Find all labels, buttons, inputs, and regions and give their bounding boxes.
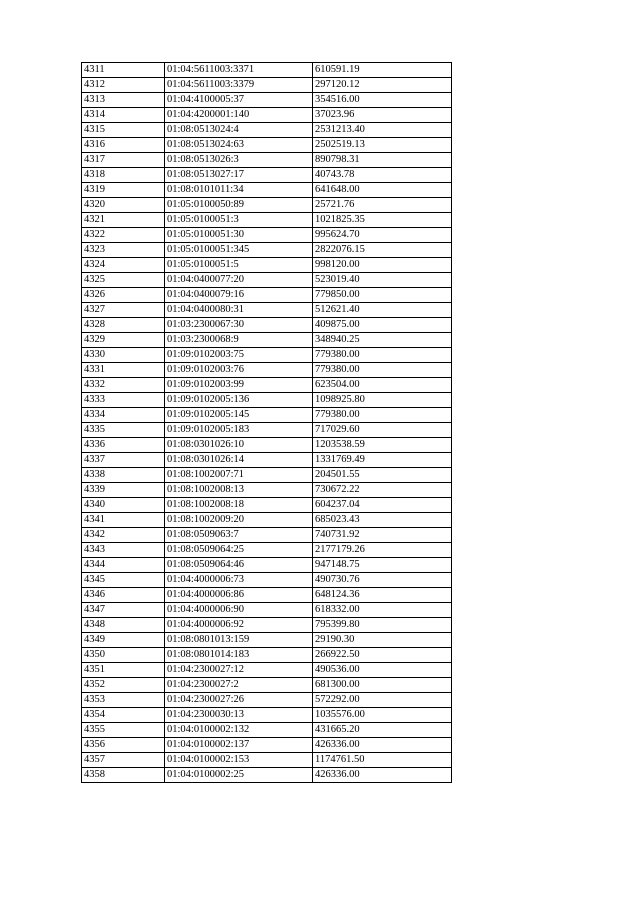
table-row bbox=[82, 588, 452, 603]
cadastral-code-cell: 01:08:0301026:14 bbox=[165, 453, 313, 468]
row-number-cell: 4355 bbox=[82, 723, 165, 738]
cadastral-code-cell: 01:04:4000006:73 bbox=[165, 573, 313, 588]
amount-cell: 204501.55 bbox=[313, 468, 452, 483]
cadastral-code-cell: 01:05:0100051:345 bbox=[165, 243, 313, 258]
table-row bbox=[82, 243, 452, 258]
cadastral-code-cell: 01:08:0301026:10 bbox=[165, 438, 313, 453]
row-number-cell: 4356 bbox=[82, 738, 165, 753]
cadastral-code-cell: 01:04:2300027:2 bbox=[165, 678, 313, 693]
amount-cell: 426336.00 bbox=[313, 738, 452, 753]
row-number-cell: 4332 bbox=[82, 378, 165, 393]
table-row bbox=[82, 528, 452, 543]
row-number-cell: 4341 bbox=[82, 513, 165, 528]
row-number-cell: 4354 bbox=[82, 708, 165, 723]
cadastral-code-cell: 01:05:0100051:5 bbox=[165, 258, 313, 273]
table-row bbox=[82, 453, 452, 468]
table-row bbox=[82, 438, 452, 453]
table-row bbox=[82, 93, 452, 108]
cadastral-code-cell: 01:04:2300027:12 bbox=[165, 663, 313, 678]
table-row bbox=[82, 318, 452, 333]
cadastral-code-cell: 01:09:0102005:183 bbox=[165, 423, 313, 438]
row-number-cell: 4317 bbox=[82, 153, 165, 168]
row-number-cell: 4316 bbox=[82, 138, 165, 153]
cadastral-code-cell: 01:08:1002008:18 bbox=[165, 498, 313, 513]
table-row bbox=[82, 333, 452, 348]
cadastral-code-cell: 01:09:0102005:145 bbox=[165, 408, 313, 423]
cadastral-code-cell: 01:04:0100002:153 bbox=[165, 753, 313, 768]
amount-cell: 354516.00 bbox=[313, 93, 452, 108]
row-number-cell: 4311 bbox=[82, 63, 165, 78]
row-number-cell: 4339 bbox=[82, 483, 165, 498]
amount-cell: 717029.60 bbox=[313, 423, 452, 438]
row-number-cell: 4346 bbox=[82, 588, 165, 603]
table-row bbox=[82, 408, 452, 423]
row-number-cell: 4340 bbox=[82, 498, 165, 513]
amount-cell: 37023.96 bbox=[313, 108, 452, 123]
row-number-cell: 4318 bbox=[82, 168, 165, 183]
cadastral-code-cell: 01:04:2300030:13 bbox=[165, 708, 313, 723]
row-number-cell: 4313 bbox=[82, 93, 165, 108]
row-number-cell: 4351 bbox=[82, 663, 165, 678]
row-number-cell: 4321 bbox=[82, 213, 165, 228]
amount-cell: 431665.20 bbox=[313, 723, 452, 738]
row-number-cell: 4333 bbox=[82, 393, 165, 408]
amount-cell: 890798.31 bbox=[313, 153, 452, 168]
table-row bbox=[82, 213, 452, 228]
amount-cell: 490536.00 bbox=[313, 663, 452, 678]
cadastral-code-cell: 01:08:1002008:13 bbox=[165, 483, 313, 498]
row-number-cell: 4347 bbox=[82, 603, 165, 618]
amount-cell: 795399.80 bbox=[313, 618, 452, 633]
amount-cell: 266922.50 bbox=[313, 648, 452, 663]
table-row bbox=[82, 378, 452, 393]
amount-cell: 297120.12 bbox=[313, 78, 452, 93]
table-row bbox=[82, 108, 452, 123]
cadastral-code-cell: 01:08:0509064:25 bbox=[165, 543, 313, 558]
amount-cell: 40743.78 bbox=[313, 168, 452, 183]
row-number-cell: 4343 bbox=[82, 543, 165, 558]
row-number-cell: 4350 bbox=[82, 648, 165, 663]
table-row bbox=[82, 708, 452, 723]
cadastral-code-cell: 01:05:0100051:3 bbox=[165, 213, 313, 228]
amount-cell: 1035576.00 bbox=[313, 708, 452, 723]
amount-cell: 2822076.15 bbox=[313, 243, 452, 258]
amount-cell: 685023.43 bbox=[313, 513, 452, 528]
cadastral-code-cell: 01:04:4100005:37 bbox=[165, 93, 313, 108]
row-number-cell: 4348 bbox=[82, 618, 165, 633]
cadastral-code-cell: 01:04:4200001:140 bbox=[165, 108, 313, 123]
cadastral-code-cell: 01:09:0102003:76 bbox=[165, 363, 313, 378]
row-number-cell: 4322 bbox=[82, 228, 165, 243]
table-row bbox=[82, 663, 452, 678]
cadastral-code-cell: 01:04:0100002:137 bbox=[165, 738, 313, 753]
amount-cell: 1203538.59 bbox=[313, 438, 452, 453]
cadastral-code-cell: 01:04:4000006:92 bbox=[165, 618, 313, 633]
amount-cell: 1331769.49 bbox=[313, 453, 452, 468]
row-number-cell: 4319 bbox=[82, 183, 165, 198]
cadastral-code-cell: 01:08:0509063:7 bbox=[165, 528, 313, 543]
table-row bbox=[82, 738, 452, 753]
row-number-cell: 4330 bbox=[82, 348, 165, 363]
table-row bbox=[82, 513, 452, 528]
cadastral-code-cell: 01:03:2300067:30 bbox=[165, 318, 313, 333]
amount-cell: 730672.22 bbox=[313, 483, 452, 498]
amount-cell: 623504.00 bbox=[313, 378, 452, 393]
row-number-cell: 4325 bbox=[82, 273, 165, 288]
table-row bbox=[82, 63, 452, 78]
table-row bbox=[82, 123, 452, 138]
table-row bbox=[82, 183, 452, 198]
table-row bbox=[82, 723, 452, 738]
cadastral-code-cell: 01:04:0100002:25 bbox=[165, 768, 313, 783]
cadastral-code-cell: 01:08:1002009:20 bbox=[165, 513, 313, 528]
table-row bbox=[82, 198, 452, 213]
cadastral-code-cell: 01:04:4000006:86 bbox=[165, 588, 313, 603]
table-row bbox=[82, 573, 452, 588]
cadastral-code-cell: 01:05:0100050:89 bbox=[165, 198, 313, 213]
amount-cell: 618332.00 bbox=[313, 603, 452, 618]
row-number-cell: 4327 bbox=[82, 303, 165, 318]
row-number-cell: 4312 bbox=[82, 78, 165, 93]
table-row bbox=[82, 648, 452, 663]
cadastral-code-cell: 01:09:0102003:75 bbox=[165, 348, 313, 363]
table-row bbox=[82, 168, 452, 183]
table-body bbox=[82, 63, 452, 783]
amount-cell: 523019.40 bbox=[313, 273, 452, 288]
amount-cell: 29190.30 bbox=[313, 633, 452, 648]
row-number-cell: 4337 bbox=[82, 453, 165, 468]
table-row bbox=[82, 633, 452, 648]
row-number-cell: 4320 bbox=[82, 198, 165, 213]
row-number-cell: 4344 bbox=[82, 558, 165, 573]
row-number-cell: 4323 bbox=[82, 243, 165, 258]
table-row bbox=[82, 228, 452, 243]
cadastral-code-cell: 01:09:0102003:99 bbox=[165, 378, 313, 393]
cadastral-code-cell: 01:08:0513024:4 bbox=[165, 123, 313, 138]
amount-cell: 681300.00 bbox=[313, 678, 452, 693]
row-number-cell: 4357 bbox=[82, 753, 165, 768]
row-number-cell: 4336 bbox=[82, 438, 165, 453]
amount-cell: 2502519.13 bbox=[313, 138, 452, 153]
cadastral-code-cell: 01:03:2300068:9 bbox=[165, 333, 313, 348]
cadastral-code-cell: 01:04:0400077:20 bbox=[165, 273, 313, 288]
cadastral-code-cell: 01:04:5611003:3371 bbox=[165, 63, 313, 78]
amount-cell: 610591.19 bbox=[313, 63, 452, 78]
table-row bbox=[82, 753, 452, 768]
table-row bbox=[82, 363, 452, 378]
row-number-cell: 4315 bbox=[82, 123, 165, 138]
table-row bbox=[82, 348, 452, 363]
row-number-cell: 4353 bbox=[82, 693, 165, 708]
table-row bbox=[82, 303, 452, 318]
table-row bbox=[82, 543, 452, 558]
table-row bbox=[82, 498, 452, 513]
cadastral-code-cell: 01:08:0101011:34 bbox=[165, 183, 313, 198]
data-table bbox=[81, 62, 452, 783]
amount-cell: 604237.04 bbox=[313, 498, 452, 513]
table-row bbox=[82, 483, 452, 498]
table-row bbox=[82, 273, 452, 288]
row-number-cell: 4334 bbox=[82, 408, 165, 423]
cadastral-code-cell: 01:09:0102005:136 bbox=[165, 393, 313, 408]
row-number-cell: 4342 bbox=[82, 528, 165, 543]
cadastral-code-cell: 01:08:0801013:159 bbox=[165, 633, 313, 648]
row-number-cell: 4314 bbox=[82, 108, 165, 123]
table-row bbox=[82, 603, 452, 618]
table-row bbox=[82, 678, 452, 693]
amount-cell: 779380.00 bbox=[313, 348, 452, 363]
row-number-cell: 4331 bbox=[82, 363, 165, 378]
row-number-cell: 4324 bbox=[82, 258, 165, 273]
cadastral-code-cell: 01:04:0100002:132 bbox=[165, 723, 313, 738]
table-row bbox=[82, 288, 452, 303]
amount-cell: 779380.00 bbox=[313, 363, 452, 378]
table-row bbox=[82, 393, 452, 408]
amount-cell: 1098925.80 bbox=[313, 393, 452, 408]
amount-cell: 779380.00 bbox=[313, 408, 452, 423]
amount-cell: 648124.36 bbox=[313, 588, 452, 603]
amount-cell: 2177179.26 bbox=[313, 543, 452, 558]
amount-cell: 779850.00 bbox=[313, 288, 452, 303]
table-row bbox=[82, 768, 452, 783]
amount-cell: 995624.70 bbox=[313, 228, 452, 243]
amount-cell: 740731.92 bbox=[313, 528, 452, 543]
cadastral-code-cell: 01:05:0100051:30 bbox=[165, 228, 313, 243]
cadastral-code-cell: 01:08:0509064:46 bbox=[165, 558, 313, 573]
row-number-cell: 4358 bbox=[82, 768, 165, 783]
amount-cell: 2531213.40 bbox=[313, 123, 452, 138]
cadastral-code-cell: 01:04:2300027:26 bbox=[165, 693, 313, 708]
amount-cell: 572292.00 bbox=[313, 693, 452, 708]
amount-cell: 1174761.50 bbox=[313, 753, 452, 768]
cadastral-code-cell: 01:04:5611003:3379 bbox=[165, 78, 313, 93]
amount-cell: 1021825.35 bbox=[313, 213, 452, 228]
cadastral-code-cell: 01:04:0400079:16 bbox=[165, 288, 313, 303]
row-number-cell: 4345 bbox=[82, 573, 165, 588]
row-number-cell: 4329 bbox=[82, 333, 165, 348]
amount-cell: 490730.76 bbox=[313, 573, 452, 588]
table-row bbox=[82, 558, 452, 573]
amount-cell: 641648.00 bbox=[313, 183, 452, 198]
cadastral-code-cell: 01:04:0400080:31 bbox=[165, 303, 313, 318]
amount-cell: 512621.40 bbox=[313, 303, 452, 318]
amount-cell: 947148.75 bbox=[313, 558, 452, 573]
row-number-cell: 4349 bbox=[82, 633, 165, 648]
table-row bbox=[82, 138, 452, 153]
table-row bbox=[82, 153, 452, 168]
cadastral-code-cell: 01:04:4000006:90 bbox=[165, 603, 313, 618]
table-row bbox=[82, 423, 452, 438]
table-row bbox=[82, 78, 452, 93]
row-number-cell: 4326 bbox=[82, 288, 165, 303]
cadastral-code-cell: 01:08:0801014:183 bbox=[165, 648, 313, 663]
table-row bbox=[82, 258, 452, 273]
amount-cell: 426336.00 bbox=[313, 768, 452, 783]
cadastral-code-cell: 01:08:1002007:71 bbox=[165, 468, 313, 483]
table-row bbox=[82, 693, 452, 708]
cadastral-code-cell: 01:08:0513026:3 bbox=[165, 153, 313, 168]
amount-cell: 998120.00 bbox=[313, 258, 452, 273]
row-number-cell: 4352 bbox=[82, 678, 165, 693]
cadastral-code-cell: 01:08:0513024:63 bbox=[165, 138, 313, 153]
table-row bbox=[82, 618, 452, 633]
table-row bbox=[82, 468, 452, 483]
amount-cell: 409875.00 bbox=[313, 318, 452, 333]
cadastral-code-cell: 01:08:0513027:17 bbox=[165, 168, 313, 183]
amount-cell: 25721.76 bbox=[313, 198, 452, 213]
row-number-cell: 4328 bbox=[82, 318, 165, 333]
row-number-cell: 4338 bbox=[82, 468, 165, 483]
amount-cell: 348940.25 bbox=[313, 333, 452, 348]
row-number-cell: 4335 bbox=[82, 423, 165, 438]
